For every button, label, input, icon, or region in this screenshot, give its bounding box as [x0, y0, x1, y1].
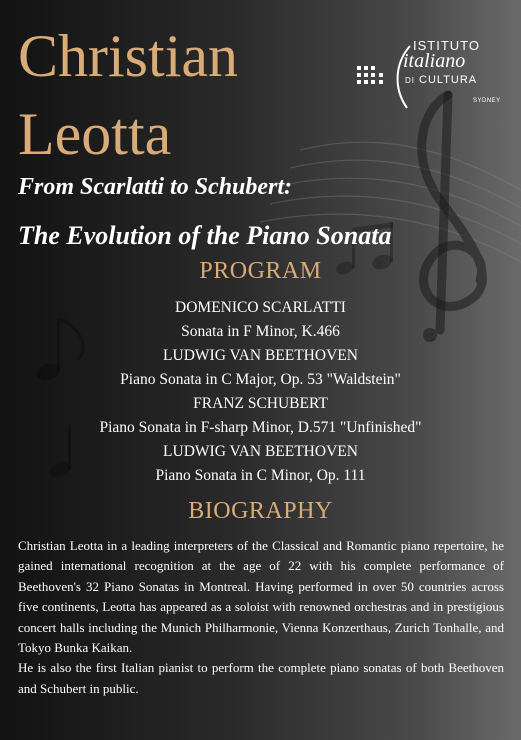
- program-heading: PROGRAM: [199, 258, 322, 284]
- logo-line-di: DI: [405, 76, 415, 85]
- biography-paragraph: He is also the first Italian pianist to perform the complete piano sonatas of both Beethoven and Schubert in public.: [18, 660, 504, 696]
- performer-name-first: Christian: [18, 23, 238, 89]
- biography-text: [18, 536, 504, 699]
- logo-line-istituto: ISTITUTO: [413, 38, 480, 53]
- logo-line-italiano: italiano: [403, 50, 466, 72]
- logo-line-sydney: SYDNEY: [473, 98, 501, 104]
- performer-name-last: Leotta: [18, 101, 172, 167]
- biography-heading: BIOGRAPHY: [188, 498, 333, 524]
- institute-logo: [355, 38, 501, 118]
- program-item: Piano Sonata in C Minor, Op. 111: [155, 467, 366, 484]
- program-item: FRANZ SCHUBERT: [193, 395, 328, 412]
- program-item: LUDWIG VAN BEETHOVEN: [163, 443, 358, 460]
- program-item: DOMENICO SCARLATTI: [175, 299, 346, 316]
- program-item: LUDWIG VAN BEETHOVEN: [163, 347, 358, 364]
- concert-subtitle-line1: From Scarlatti to Schubert:: [18, 174, 293, 200]
- biography-paragraph: Christian Leotta in a leading interpreters of the Classical and Romantic piano repertoire, he gained international recognition at the age of 22 with his complete performance of Beethoven's 32 Piano Sonatas in Montreal. Having performed in over 50 countries across five continents, Leotta has appeared as a soloist with renowned orchestras and in prestigious concert halls including the Munich Philharmonie, Vienna Konzerthaus, Zurich Tonhalle, and Tokyo Bunka Kaikan.: [18, 538, 504, 656]
- program-item: Sonata in F Minor, K.466: [181, 323, 340, 340]
- logo-line-cultura-word: CULTURA: [419, 74, 478, 86]
- logo-line-cultura: [405, 74, 477, 86]
- program-list: [0, 296, 521, 488]
- program-item: Piano Sonata in F-sharp Minor, D.571 "Unfinished": [99, 419, 422, 436]
- concert-subtitle-line2: The Evolution of the Piano Sonata: [18, 221, 392, 250]
- program-item: Piano Sonata in C Major, Op. 53 "Waldstein": [120, 371, 401, 388]
